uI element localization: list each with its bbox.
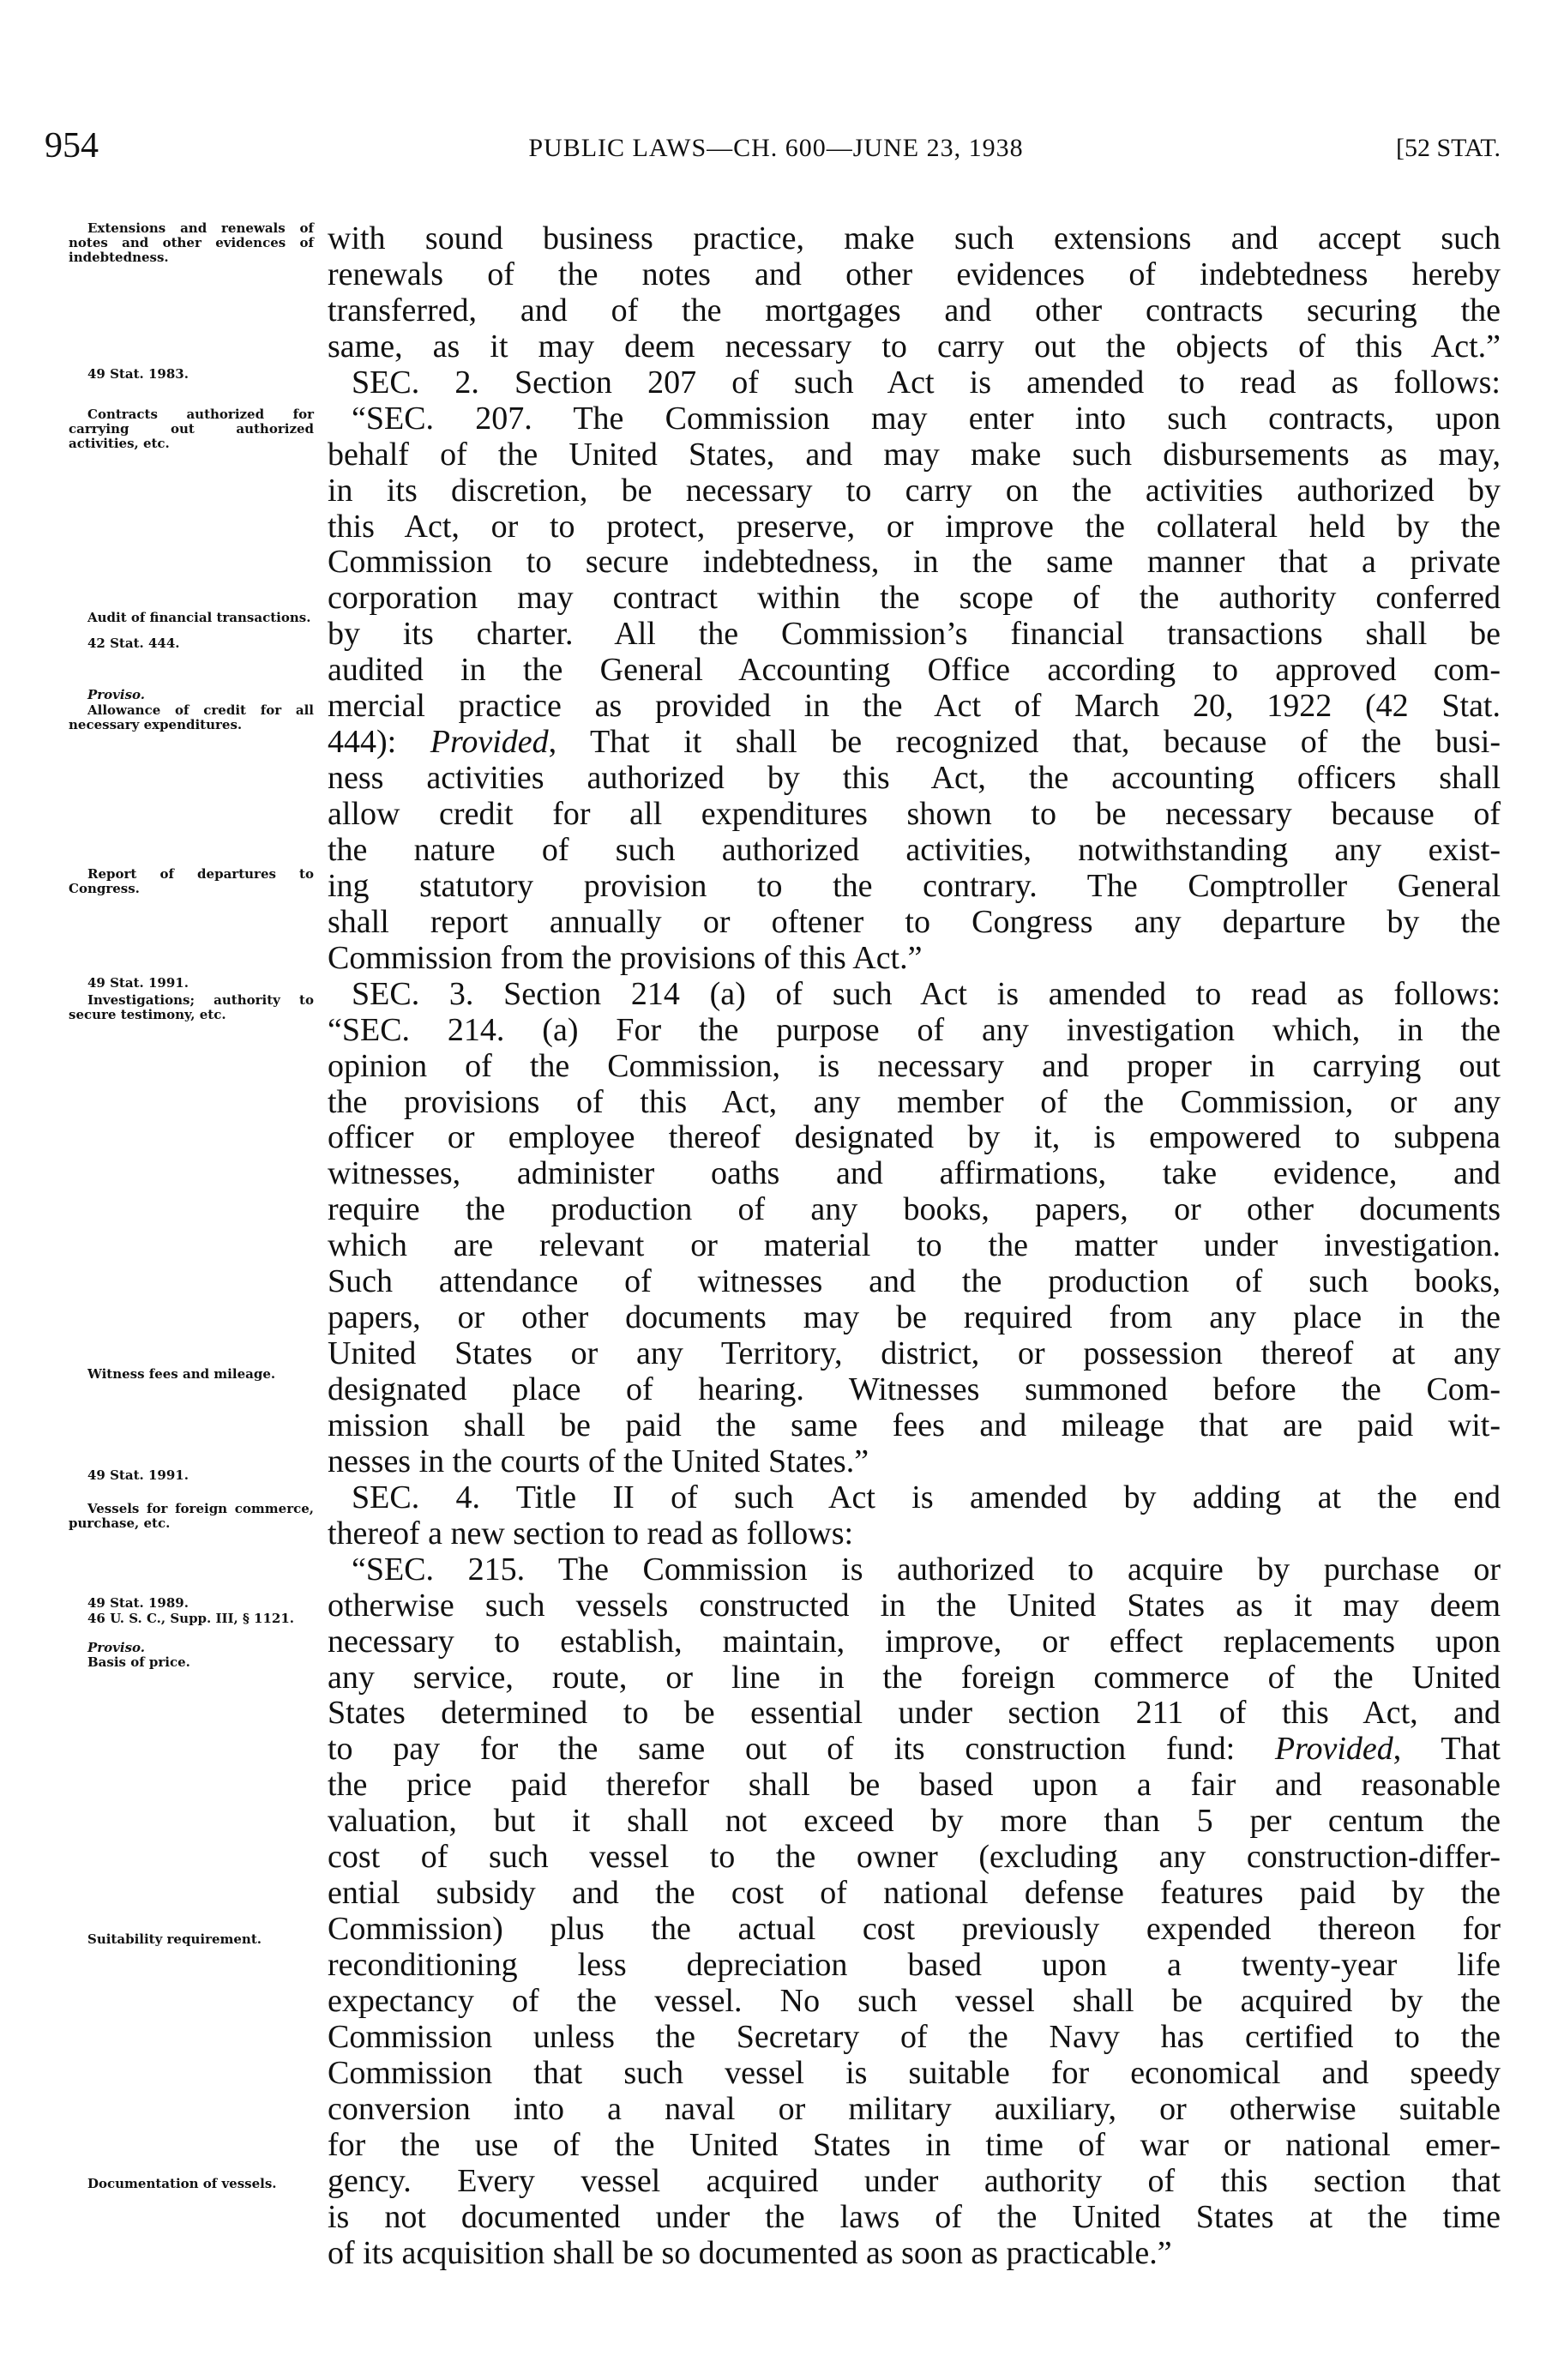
text-line bbox=[328, 2236, 1501, 2272]
text-segment: expectancy of the vessel. No such vessel shall be acquired by the bbox=[328, 1982, 1501, 2019]
text-line bbox=[328, 1480, 1501, 1516]
text-segment: by its charter. All the Commission’s financial transactions shall be bbox=[328, 616, 1501, 653]
text-line bbox=[328, 1049, 1501, 1085]
text-line bbox=[328, 2056, 1501, 2092]
margin-note-text: Extensions and renewals of notes and other evidences of indebtedness. bbox=[69, 220, 314, 265]
text-segment: , That bbox=[1393, 1731, 1501, 1768]
text-segment: conversion into a naval or military auxiliary, or otherwise suitable bbox=[328, 2090, 1501, 2127]
text-line bbox=[328, 1876, 1501, 1912]
text-line bbox=[328, 1768, 1501, 1804]
text-segment: behalf of the United States, and may make such disbursements as may, bbox=[328, 436, 1501, 473]
text-line bbox=[328, 2164, 1501, 2200]
text-segment: which are relevant or material to the matter under investigation. bbox=[328, 1227, 1501, 1264]
text-line bbox=[328, 1840, 1501, 1876]
text-segment: , That it shall be recognized that, because of the busi- bbox=[548, 724, 1501, 761]
margin-note bbox=[69, 993, 314, 1022]
text-segment: allow credit for all expenditures shown to be necessary because of bbox=[328, 796, 1501, 832]
text-segment: the price paid therefor shall be based upon a fair and reasonable bbox=[328, 1767, 1501, 1804]
text-line bbox=[328, 1696, 1501, 1732]
text-line bbox=[328, 293, 1501, 329]
text-segment: “SEC. 215. The Commission is authorized to acquire by purchase or bbox=[352, 1551, 1501, 1588]
margin-note bbox=[69, 1932, 314, 1947]
text-line bbox=[328, 797, 1501, 833]
text-line bbox=[328, 1804, 1501, 1840]
margin-note bbox=[69, 1641, 314, 1655]
text-line bbox=[328, 725, 1501, 761]
text-segment: transferred, and of the mortgages and other contracts securing the bbox=[328, 292, 1501, 328]
text-segment: reconditioning less depreciation based upon a twenty-year life bbox=[328, 1947, 1501, 1983]
text-segment: ential subsidy and the cost of national defense features paid by the bbox=[328, 1875, 1501, 1912]
text-line bbox=[328, 977, 1501, 1013]
text-line bbox=[328, 869, 1501, 905]
margin-note bbox=[69, 2177, 314, 2191]
text-line bbox=[328, 905, 1501, 941]
text-segment: United States or any Territory, district, or possession thereof at any bbox=[328, 1335, 1501, 1372]
margin-note-text: Investigations; authority to secure testimony, etc. bbox=[69, 992, 314, 1022]
margin-note-text: Proviso. bbox=[87, 687, 146, 702]
text-line bbox=[328, 2128, 1501, 2164]
text-line bbox=[328, 1013, 1501, 1049]
text-segment: ing statutory provision to the contrary. The Comptroller General bbox=[328, 867, 1501, 904]
text-segment: is not documented under the laws of the United States at the time bbox=[328, 2198, 1501, 2235]
text-line bbox=[328, 1192, 1501, 1228]
text-line bbox=[328, 2092, 1501, 2128]
text-line bbox=[328, 257, 1501, 293]
text-segment: Such attendance of witnesses and the production of such books, bbox=[328, 1263, 1501, 1300]
margin-note bbox=[69, 1468, 314, 1483]
margin-note-text: 49 Stat. 1991. bbox=[87, 975, 189, 991]
text-line bbox=[328, 941, 1501, 977]
italic-term: Provided bbox=[1274, 1731, 1393, 1768]
margin-note-text: Audit of financial transactions. bbox=[87, 610, 311, 625]
text-line bbox=[328, 509, 1501, 545]
text-segment: valuation, but it shall not exceed by more than 5 per centum the bbox=[328, 1803, 1501, 1840]
margin-note-text: Report of departures to Congress. bbox=[69, 866, 314, 896]
text-line bbox=[328, 1156, 1501, 1192]
margin-note bbox=[69, 221, 314, 265]
text-line bbox=[328, 329, 1501, 365]
text-segment: cost of such vessel to the owner (excluding any construction-differ- bbox=[328, 1839, 1501, 1876]
text-line bbox=[328, 365, 1501, 401]
text-segment: Commission that such vessel is suitable for economical and speedy bbox=[328, 2054, 1501, 2091]
margin-note bbox=[69, 1596, 314, 1611]
text-segment: require the production of any books, papers, or other documents bbox=[328, 1191, 1501, 1228]
text-line bbox=[328, 221, 1501, 257]
text-segment: SEC. 3. Section 214 (a) of such Act is amended to read as follows: bbox=[352, 975, 1501, 1012]
text-segment: Commission) plus the actual cost previously expended thereon for bbox=[328, 1911, 1501, 1948]
text-segment: SEC. 2. Section 207 of such Act is amended to read as follows: bbox=[352, 364, 1501, 401]
margin-note-text: Allowance of credit for all necessary expenditures. bbox=[69, 702, 314, 732]
text-segment: witnesses, administer oaths and affirmations, take evidence, and bbox=[328, 1155, 1501, 1192]
text-segment: the nature of such authorized activities, notwithstanding any exist- bbox=[328, 831, 1501, 868]
text-line bbox=[328, 1120, 1501, 1156]
margin-note bbox=[69, 407, 314, 451]
text-line bbox=[328, 1228, 1501, 1264]
margin-note bbox=[69, 1612, 314, 1626]
text-line bbox=[328, 545, 1501, 581]
text-line bbox=[328, 1300, 1501, 1336]
text-segment: nesses in the courts of the United States.” bbox=[328, 1443, 869, 1479]
text-segment: necessary to establish, maintain, improve, or effect replacements upon bbox=[328, 1623, 1501, 1660]
text-line bbox=[328, 1264, 1501, 1300]
text-segment: thereof a new section to read as follows: bbox=[328, 1515, 854, 1552]
margin-note-text: Suitability requirement. bbox=[87, 1931, 262, 1947]
margin-note bbox=[69, 367, 314, 382]
text-line bbox=[328, 1660, 1501, 1696]
text-line bbox=[328, 1516, 1501, 1552]
margin-note-text: 49 Stat. 1989. bbox=[87, 1595, 189, 1611]
text-segment: for the use of the United States in time of war or national emer- bbox=[328, 2126, 1501, 2163]
text-line bbox=[328, 1984, 1501, 2020]
margin-note bbox=[69, 1367, 314, 1382]
text-segment: “SEC. 214. (a) For the purpose of any investigation which, in the bbox=[328, 1011, 1501, 1048]
page-number: 954 bbox=[45, 126, 99, 166]
margin-note bbox=[69, 867, 314, 896]
margin-note bbox=[69, 703, 314, 732]
margin-note bbox=[69, 1502, 314, 1531]
text-line bbox=[328, 1624, 1501, 1660]
text-segment: officer or employee thereof designated by it, is empowered to subpena bbox=[328, 1119, 1501, 1156]
text-segment: States determined to be essential under section 211 of this Act, and bbox=[328, 1695, 1501, 1732]
margin-note-text: Vessels for foreign commerce, purchase, etc. bbox=[69, 1501, 314, 1531]
text-line bbox=[328, 1444, 1501, 1480]
text-line bbox=[328, 1948, 1501, 1984]
text-line bbox=[328, 1588, 1501, 1624]
text-segment: SEC. 4. Title II of such Act is amended by adding at the end bbox=[352, 1479, 1501, 1515]
text-line bbox=[328, 689, 1501, 725]
text-line bbox=[328, 2200, 1501, 2236]
text-line bbox=[328, 401, 1501, 437]
text-line bbox=[328, 833, 1501, 869]
margin-note bbox=[69, 688, 314, 702]
text-segment: audited in the General Accounting Office according to approved com- bbox=[328, 652, 1501, 689]
text-segment: in its discretion, be necessary to carry on the activities authorized by bbox=[328, 472, 1501, 509]
margin-note-text: Witness fees and mileage. bbox=[87, 1366, 276, 1382]
text-segment: gency. Every vessel acquired under authority of this section that bbox=[328, 2162, 1501, 2199]
text-line bbox=[328, 1732, 1501, 1768]
text-segment: same, as it may deem necessary to carry out the objects of this Act.” bbox=[328, 328, 1501, 365]
italic-term: Provided bbox=[430, 724, 549, 761]
margin-note bbox=[69, 636, 314, 651]
text-line bbox=[328, 2020, 1501, 2056]
text-segment: mission shall be paid the same fees and mileage that are paid wit- bbox=[328, 1407, 1501, 1443]
margin-note-text: 42 Stat. 444. bbox=[87, 636, 180, 651]
margin-note-text: Proviso. bbox=[87, 1640, 146, 1655]
text-segment: mercial practice as provided in the Act of March 20, 1922 (42 Stat. bbox=[328, 688, 1501, 725]
running-head: PUBLIC LAWS—CH. 600—JUNE 23, 1938 bbox=[528, 134, 1024, 162]
text-line bbox=[328, 761, 1501, 797]
text-segment: Commission unless the Secretary of the Navy has certified to the bbox=[328, 2018, 1501, 2055]
text-line bbox=[328, 1912, 1501, 1948]
text-segment: papers, or other documents may be required from any place in the bbox=[328, 1299, 1501, 1336]
text-line bbox=[328, 1085, 1501, 1121]
text-line bbox=[328, 473, 1501, 509]
text-segment: this Act, or to protect, preserve, or improve the collateral held by the bbox=[328, 508, 1501, 545]
text-segment: to pay for the same out of its construction fund: bbox=[328, 1731, 1275, 1768]
text-segment: otherwise such vessels constructed in the United States as it may deem bbox=[328, 1587, 1501, 1624]
margin-note-text: Basis of price. bbox=[87, 1654, 190, 1670]
text-segment: shall report annually or oftener to Congress any departure by the bbox=[328, 903, 1501, 940]
margin-note bbox=[69, 976, 314, 991]
margin-note bbox=[69, 1655, 314, 1670]
margin-note-text: 49 Stat. 1983. bbox=[87, 366, 189, 382]
text-line bbox=[328, 1552, 1501, 1588]
volume-reference: [52 STAT. bbox=[1395, 134, 1501, 162]
text-segment: opinion of the Commission, is necessary and proper in carrying out bbox=[328, 1047, 1501, 1084]
text-segment: ness activities authorized by this Act, the accounting officers shall bbox=[328, 760, 1501, 797]
text-line bbox=[328, 1408, 1501, 1444]
margin-note-text: Documentation of vessels. bbox=[87, 2176, 277, 2191]
text-segment: renewals of the notes and other evidences of indebtedness hereby bbox=[328, 256, 1501, 292]
text-segment: the provisions of this Act, any member of the Commission, or any bbox=[328, 1083, 1501, 1120]
text-segment: any service, route, or line in the foreign commerce of the United bbox=[328, 1659, 1501, 1696]
text-segment: “SEC. 207. The Commission may enter into such contracts, upon bbox=[352, 400, 1501, 437]
text-segment: Commission to secure indebtedness, in the same manner that a private bbox=[328, 544, 1501, 581]
text-segment: Commission from the provisions of this Act.” bbox=[328, 939, 923, 976]
text-line bbox=[328, 581, 1501, 617]
text-line bbox=[328, 653, 1501, 689]
text-segment: of its acquisition shall be so documented as soon as practicable.” bbox=[328, 2234, 1172, 2271]
text-line bbox=[328, 617, 1501, 653]
margin-note-text: 46 U. S. C., Supp. III, § 1121. bbox=[87, 1611, 295, 1626]
text-line bbox=[328, 437, 1501, 473]
text-segment: with sound business practice, make such extensions and accept such bbox=[328, 220, 1501, 256]
text-segment: designated place of hearing. Witnesses summoned before the Com- bbox=[328, 1371, 1501, 1407]
margin-note-text: 49 Stat. 1991. bbox=[87, 1467, 189, 1483]
text-line bbox=[328, 1372, 1501, 1408]
text-segment: 444): bbox=[328, 724, 430, 761]
margin-note-text: Contracts authorized for carrying out authorized activities, etc. bbox=[69, 407, 314, 451]
text-segment: corporation may contract within the scope of the authority conferred bbox=[328, 580, 1501, 617]
main-text bbox=[328, 221, 1501, 2271]
text-line bbox=[328, 1336, 1501, 1372]
margin-note bbox=[69, 611, 314, 625]
